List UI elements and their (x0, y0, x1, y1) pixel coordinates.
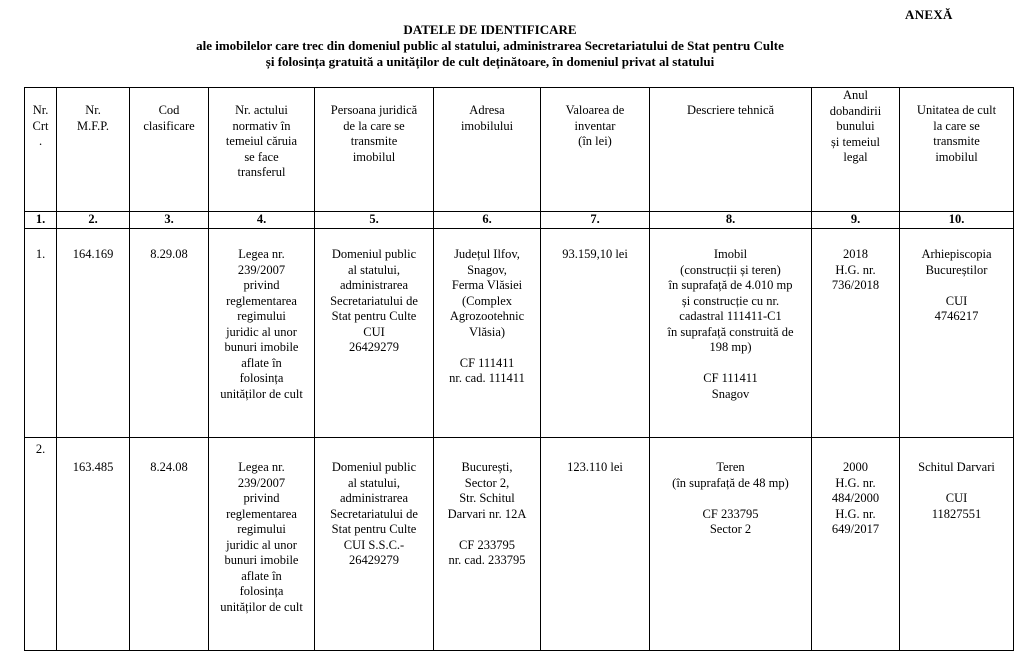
header-cod-clasificare: Cod clasificare (130, 88, 209, 212)
cell-nr-crt: 2. (25, 438, 57, 651)
header-nr-crt: Nr. Crt . (25, 88, 57, 212)
cell-persoana-juridica: Domeniul public al statului, administrarea Secretariatului de Stat pentru Culte CUI 26429279 (315, 229, 434, 438)
cell-persoana-juridica: Domeniul public al statului, administrarea Secretariatului de Stat pentru Culte CUI S.S.C.- 26429279 (315, 438, 434, 651)
cell-act-normativ: Legea nr. 239/2007 privind reglementarea regimului juridic al unor bunuri imobile aflate în folosința unităților de cult (209, 438, 315, 651)
table-row (25, 229, 1014, 438)
header-valoare: Valoarea de inventar (în lei) (541, 88, 650, 212)
header-row (25, 88, 1014, 212)
cell-cod-clasificare: 8.29.08 (130, 229, 209, 438)
column-number: 8. (650, 212, 812, 229)
column-number: 5. (315, 212, 434, 229)
cell-nr-mfp: 164.169 (57, 229, 130, 438)
column-number-row (25, 212, 1014, 229)
table-row (25, 438, 1014, 651)
cell-valoare: 123.110 lei (541, 438, 650, 651)
cell-cod-clasificare: 8.24.08 (130, 438, 209, 651)
column-number: 9. (812, 212, 900, 229)
cell-unitatea-cult: Schitul Darvari CUI 11827551 (900, 438, 1014, 651)
header-act-normativ: Nr. actului normativ în temeiul căruia se face transferul (209, 88, 315, 212)
cell-nr-mfp: 163.485 (57, 438, 130, 651)
title-line-1: DATELE DE IDENTIFICARE (403, 22, 577, 37)
column-number: 10. (900, 212, 1014, 229)
cell-descriere: Teren (în suprafață de 48 mp) CF 233795 Sector 2 (650, 438, 812, 651)
cell-act-normativ: Legea nr. 239/2007 privind reglementarea regimului juridic al unor bunuri imobile aflate în folosința unităților de cult (209, 229, 315, 438)
header-unitatea-cult: Unitatea de cult la care se transmite imobilul (900, 88, 1014, 212)
cell-valoare: 93.159,10 lei (541, 229, 650, 438)
cell-anul-dobandirii: 2000 H.G. nr. 484/2000 H.G. nr. 649/2017 (812, 438, 900, 651)
header-descriere: Descriere tehnică (650, 88, 812, 212)
cell-unitatea-cult: Arhiepiscopia Bucureștilor CUI 4746217 (900, 229, 1014, 438)
cell-anul-dobandirii: 2018 H.G. nr. 736/2018 (812, 229, 900, 438)
cell-descriere: Imobil (construcții și teren) în suprafață de 4.010 mp și construcție cu nr. cadastral 111411-C1 în suprafață construită de 198 mp) CF 111411 Snagov (650, 229, 812, 438)
cell-adresa: Județul Ilfov, Snagov, Ferma Vlăsiei (Complex Agrozootehnic Vlăsia) CF 111411 nr. cad. 111411 (434, 229, 541, 438)
document-title (170, 22, 810, 70)
column-number: 6. (434, 212, 541, 229)
column-number: 4. (209, 212, 315, 229)
title-line-2: ale imobilelor care trec din domeniul public al statului, administrarea Secretariatului de Stat pentru Culte (196, 38, 784, 53)
cell-nr-crt: 1. (25, 229, 57, 438)
header-persoana-juridica: Persoana juridică de la care se transmite imobilul (315, 88, 434, 212)
header-adresa: Adresa imobilului (434, 88, 541, 212)
cell-adresa: București, Sector 2, Str. Schitul Darvari nr. 12A CF 233795 nr. cad. 233795 (434, 438, 541, 651)
title-line-3: și folosința gratuită a unităților de cult deținătoare, în domeniul privat al statului (265, 54, 715, 69)
column-number: 2. (57, 212, 130, 229)
header-anul-dobandirii: Anul dobandirii bunului și temeiul legal (812, 88, 900, 212)
column-number: 1. (25, 212, 57, 229)
annex-label: ANEXĂ (905, 7, 953, 22)
column-number: 7. (541, 212, 650, 229)
column-number: 3. (130, 212, 209, 229)
identification-table (24, 87, 1014, 651)
header-nr-mfp: Nr. M.F.P. (57, 88, 130, 212)
